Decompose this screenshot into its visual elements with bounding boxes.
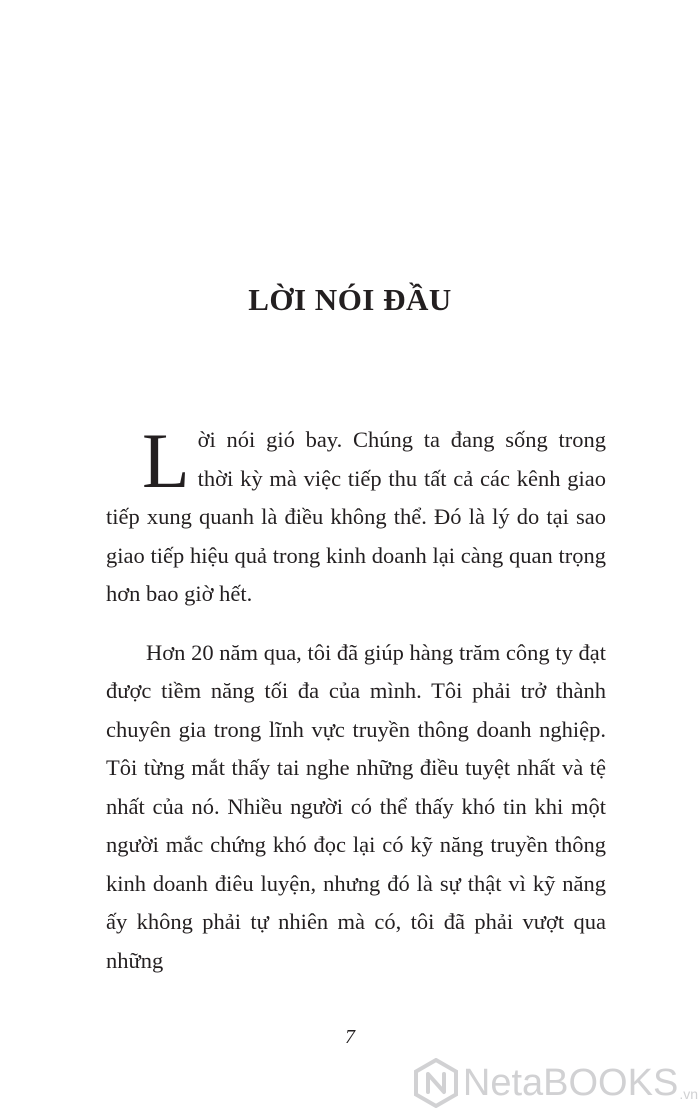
paragraph-1-text: ời nói gió bay. Chúng ta đang sống trong thời kỳ mà việc tiếp thu tất cả các kênh giao tiếp xung quanh là điều không thể. Đó là lý do tại sao giao tiếp hiệu quả trong kinh doanh lại càng quan trọng hơn bao giờ hết. (106, 427, 606, 606)
page-number: 7 (345, 1026, 355, 1048)
netabooks-logo-icon (413, 1058, 459, 1108)
watermark-suffix: .vn (679, 1086, 698, 1102)
paragraph-2: Hơn 20 năm qua, tôi đã giúp hàng trăm công ty đạt được tiềm năng tối đa của mình. Tôi phải trở thành chuyên gia trong lĩnh vực truyền thông doanh nghiệp. Tôi từng mắt thấy tai nghe những điều tuyệt nhất và tệ nhất của nó. Nhiều người có thể thấy khó tin khi một người mắc chứng khó đọc lại có kỹ năng truyền thông kinh doanh điêu luyện, nhưng đó là sự thật vì kỹ năng ấy không phải tự nhiên mà có, tôi đã phải vượt qua những (106, 639, 606, 973)
watermark-brand: NetaBOOKS (462, 1061, 679, 1104)
drop-cap: L (142, 417, 190, 504)
page-title: LỜI NÓI ĐẦU (248, 282, 452, 317)
paragraph-1 (106, 417, 606, 614)
watermark (413, 1058, 698, 1108)
body-text (106, 417, 606, 980)
